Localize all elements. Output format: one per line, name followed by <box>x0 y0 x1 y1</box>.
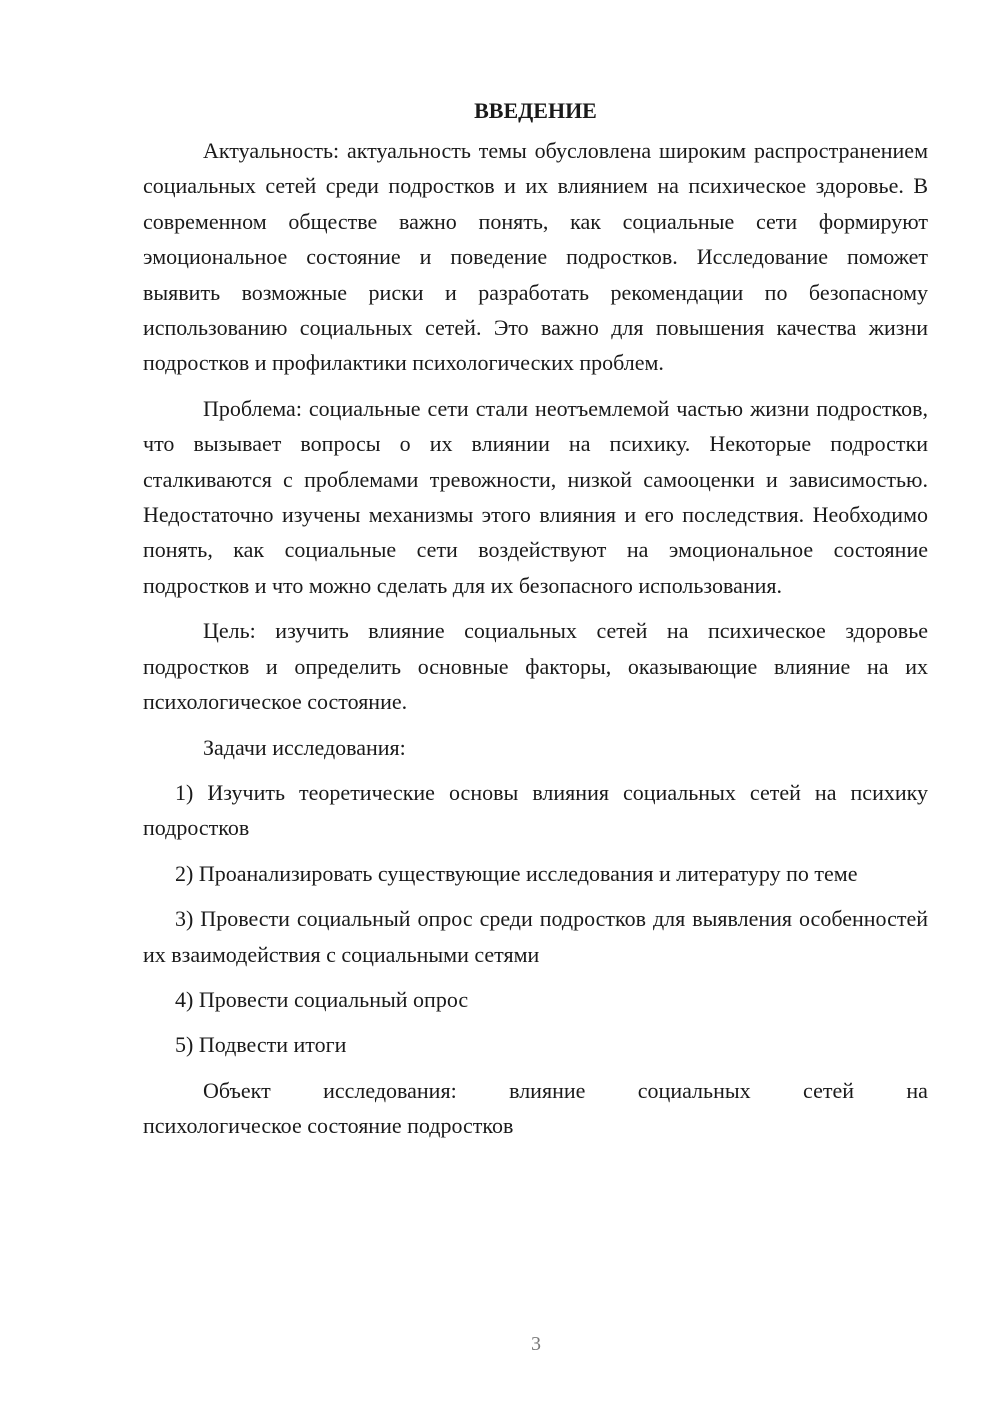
object-line-2: психологическое состояние подростков <box>143 1113 514 1139</box>
object-word: социальных <box>637 1077 751 1103</box>
problem-paragraph: Проблема: социальные сети стали неотъемлемой частью жизни подростков, что вызывает вопросы о их влиянии на психику. Некоторые подростки сталкиваются с проблемами тревожности, низкой самооценки и зависимостью. Недостаточно изучены механизмы этого влияния и его последствия. Необходимо понять, как социальные сети воздействуют на эмоциональное состояние подростков и что можно сделать для их безопасного использования. <box>143 395 928 598</box>
task-item-5: 5) Подвести итоги <box>175 1032 347 1058</box>
object-word: сетей <box>803 1077 854 1103</box>
page-number: 3 <box>531 1333 541 1355</box>
task-item-1: 1) Изучить теоретические основы влияния социальных сетей на психику подростков <box>143 779 928 841</box>
tasks-label: Задачи исследования: <box>203 734 406 760</box>
object-line-1 <box>143 1073 928 1108</box>
object-word: Объект <box>203 1077 271 1103</box>
task-item-2: 2) Проанализировать существующие исследования и литературу по теме <box>175 860 858 886</box>
task-item-4: 4) Провести социальный опрос <box>175 986 469 1012</box>
object-word: влияние <box>509 1077 586 1103</box>
relevance-paragraph: Актуальность: актуальность темы обусловлена широким распространением социальных сетей среди подростков и их влиянием на психическое здоровье. В современном обществе важно понять, как социальные сети формируют эмоциональное состояние и поведение подростков. Исследование поможет выявить возможные риски и разработать рекомендации по безопасному использованию социальных сетей. Это важно для повышения качества жизни подростков и профилактики психологических проблем. <box>143 138 928 376</box>
object-word: исследования: <box>323 1077 457 1103</box>
object-paragraph <box>143 1073 928 1144</box>
document-page <box>143 93 928 1144</box>
page-title: ВВЕДЕНИЕ <box>474 98 597 123</box>
goal-paragraph: Цель: изучить влияние социальных сетей на психическое здоровье подростков и определить основные факторы, оказывающие влияние на их психологическое состояние. <box>143 618 928 715</box>
tasks-list <box>143 775 928 1063</box>
object-word: на <box>906 1077 928 1103</box>
task-item-3: 3) Провести социальный опрос среди подростков для выявления особенностей их взаимодействия с социальными сетями <box>143 906 928 967</box>
